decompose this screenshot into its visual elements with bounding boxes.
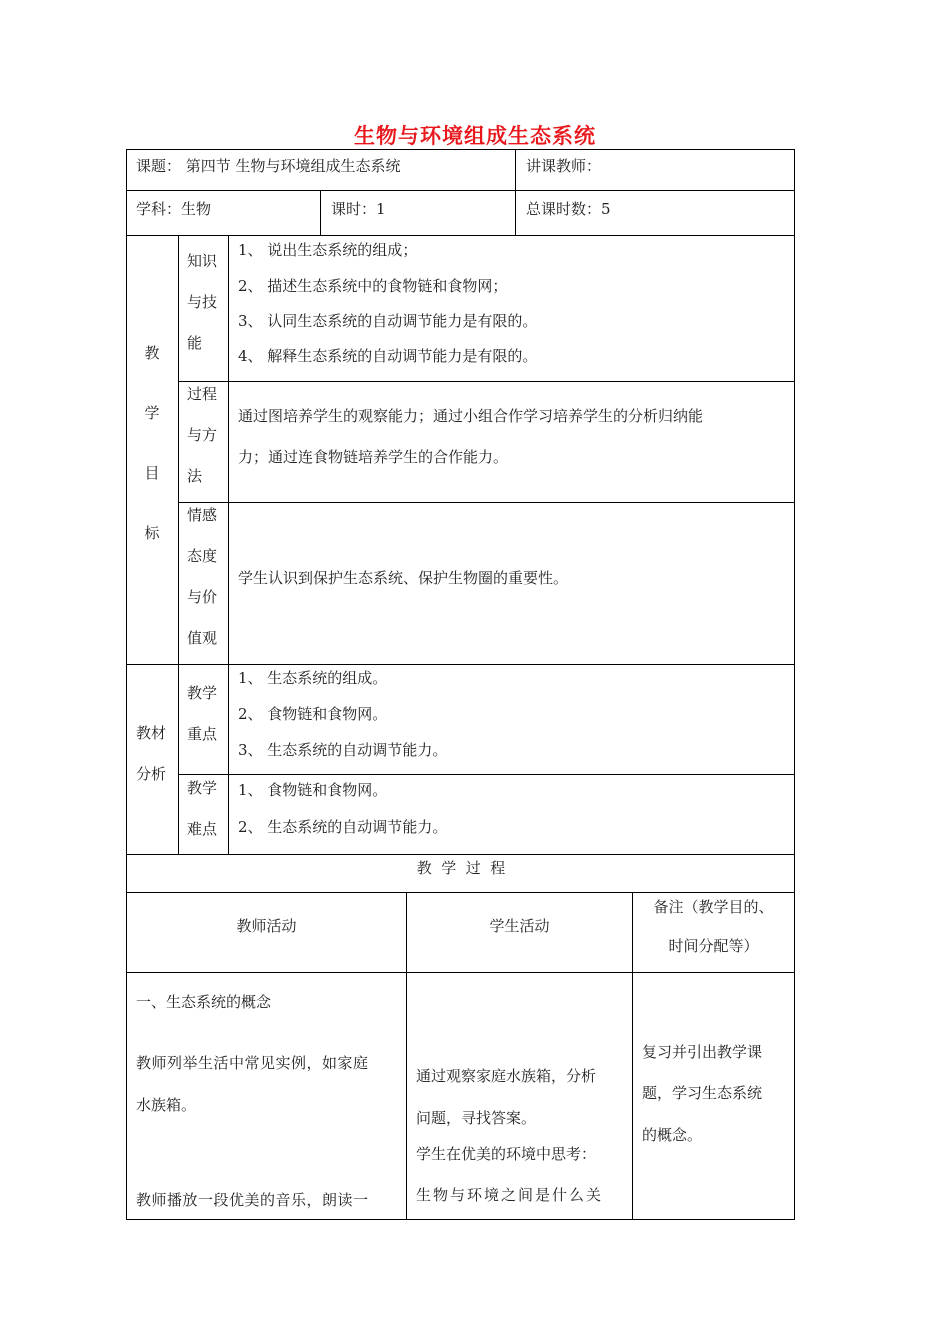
teacher-activity-line: 水族箱。 [136,1096,197,1114]
knowledge-item: 1、 说出生态系统的组成； [238,241,418,259]
objectives-label: 教 学 目 标 [144,344,160,542]
emotion-label: 情感 态度 与价 值观 [187,506,218,647]
process-method-text: 通过图培养学生的观察能力；通过小组合作学习培养学生的分析归纳能 [238,407,704,425]
total-hours-field: 总课时数：5 [526,200,611,218]
student-activity-line: 生物与环境之间是什么关 [416,1186,604,1204]
student-activity-header: 学生活动 [489,917,550,935]
teacher-activity-line: 教师列举生活中常见实例，如家庭 [136,1054,369,1072]
student-activity-line: 问题，寻找答案。 [416,1109,537,1127]
key-point-item: 3、 生态系统的自动调节能力。 [238,741,448,759]
key-points-label: 教学 重点 [187,684,218,743]
teacher-field: 讲课教师： [526,157,602,175]
note-header: 时间分配等） [668,937,759,955]
teacher-activity-line: 教师播放一段优美的音乐，朗读一 [136,1191,369,1209]
knowledge-item: 3、 认同生态系统的自动调节能力是有限的。 [238,312,538,330]
emotion-text: 学生认识到保护生态系统、保护生物圈的重要性。 [238,569,569,587]
key-point-item: 2、 食物链和食物网。 [238,705,388,723]
knowledge-item: 2、 描述生态系统中的食物链和食物网； [238,277,508,295]
teacher-activity-header: 教师活动 [236,917,297,935]
topic-field: 课题： 第四节 生物与环境组成生态系统 [136,157,401,175]
difficulty-label: 教学 难点 [187,779,218,838]
knowledge-item: 4、 解释生态系统的自动调节能力是有限的。 [238,347,538,365]
difficulty-item: 2、 生态系统的自动调节能力。 [238,818,448,836]
note-line: 复习并引出教学课 [642,1043,763,1061]
subject-field: 学科：生物 [136,200,212,218]
analysis-label: 教材 分析 [136,724,167,783]
student-activity-line: 学生在优美的环境中思考： [416,1145,597,1163]
note-line: 的概念。 [642,1126,703,1144]
note-header: 备注（教学目的、 [653,898,774,916]
process-heading: 教 学 过 程 [416,859,506,877]
teacher-activity-line: 一、生态系统的概念 [136,993,272,1011]
hours-field: 课时：1 [331,200,386,218]
knowledge-label: 知识 与技 能 [187,252,218,352]
note-line: 题，学习生态系统 [642,1084,763,1102]
process-method-label: 过程 与方 法 [187,385,218,485]
student-activity-line: 通过观察家庭水族箱，分析 [416,1067,597,1085]
difficulty-item: 1、 食物链和食物网。 [238,781,388,799]
process-method-text: 力；通过连食物链培养学生的合作能力。 [238,448,509,466]
key-point-item: 1、 生态系统的组成。 [238,669,388,687]
document-title: 生物与环境组成生态系统 [354,124,596,148]
